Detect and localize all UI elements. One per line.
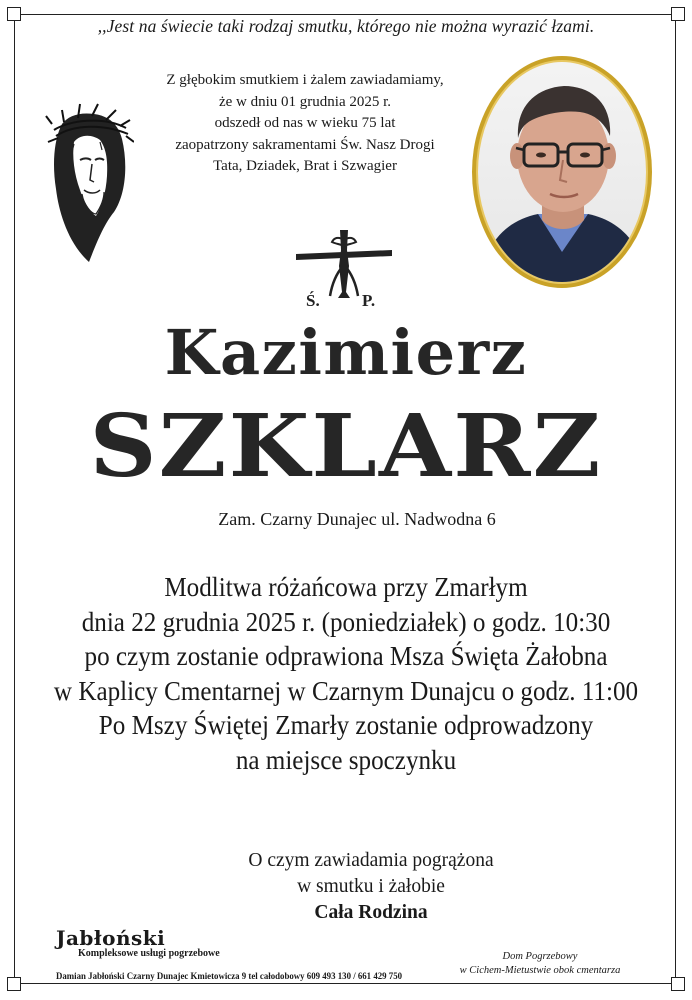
closing-line: w smutku i żałobie xyxy=(297,876,445,897)
ceremony-line: Po Mszy Świętej Zmarły zostanie odprowadzony xyxy=(98,710,594,740)
funeral-home-line: w Cichem-Mietustwie obok cmentarza xyxy=(459,965,621,976)
announcement-line: Z głębokim smutkiem i żalem zawiadamiamy, xyxy=(166,72,444,88)
corner-ornament-bottom-right xyxy=(671,977,685,991)
death-announcement xyxy=(150,70,460,178)
company-name: Jabłoński xyxy=(56,926,166,950)
funeral-home-line: Dom Pogrzebowy xyxy=(502,951,578,962)
ceremony-line: na miejsce spoczynku xyxy=(235,744,457,775)
closing-line: O czym zawiadamia pogrążona xyxy=(248,850,494,871)
ceremony-line: Modlitwa różańcowa przy Zmarłym xyxy=(164,572,528,602)
announcement-line: odszedł od nas w wieku 75 lat xyxy=(214,115,396,131)
cross-abbrev-right: P. xyxy=(362,291,376,308)
deceased-address: Zam. Czarny Dunajec ul. Nadwodna 6 xyxy=(218,509,496,529)
announcement-line: Tata, Dziadek, Brat i Szwagier xyxy=(213,158,397,174)
announcement-line: że w dniu 01 grudnia 2025 r. xyxy=(218,93,392,110)
corner-ornament-bottom-left xyxy=(7,977,21,991)
family-signature: Cała Rodzina xyxy=(314,902,428,923)
deceased-first-name: Kazimierz xyxy=(164,316,528,389)
cross-icon xyxy=(292,226,396,308)
closing-block xyxy=(0,848,692,926)
cross-abbrev-left: Ś. xyxy=(306,291,320,308)
funeral-company-logo xyxy=(56,928,456,984)
ceremony-line: w Kaplicy Cmentarnej w Czarnym Dunajcu o godz. 11:00 xyxy=(53,675,639,706)
opening-quote: ,,Jest na świecie taki rodzaj smutku, którego nie można wyrazić łzami. xyxy=(97,16,595,36)
funeral-home-info xyxy=(432,950,648,978)
ceremony-details xyxy=(24,570,668,777)
portrait-photo xyxy=(468,52,656,292)
ceremony-line: po czym zostanie odprawiona Msza Święta Żałobna xyxy=(84,641,608,671)
ceremony-line: dnia 22 grudnia 2025 r. (poniedziałek) o godz. 10:30 xyxy=(81,606,611,637)
company-tagline: Kompleksowe usługi pogrzebowe xyxy=(78,948,220,959)
announcement-line: zaopatrzony sakramentami Św. Nasz Drogi xyxy=(175,136,435,153)
jesus-crown-of-thorns-icon xyxy=(34,94,134,264)
company-address: Damian Jabłoński Czarny Dunajec Kmietowicza 9 tel całodobowy 609 493 130 / 661 429 750 xyxy=(56,972,403,982)
deceased-surname: SZKLARZ xyxy=(89,396,603,497)
